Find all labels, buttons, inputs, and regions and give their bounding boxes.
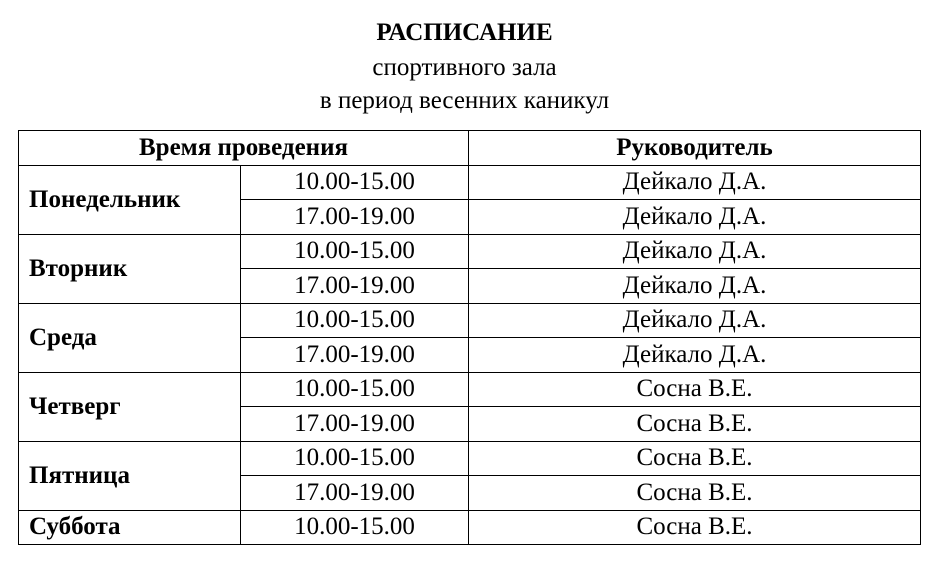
day-cell-tuesday: Вторник: [19, 234, 241, 303]
leader-cell: Дейкало Д.А.: [469, 234, 921, 269]
table-row: [19, 372, 921, 407]
header-time: Время проведения: [19, 131, 469, 166]
time-cell: 10.00-15.00: [241, 234, 469, 269]
leader-cell: Сосна В.Е.: [469, 476, 921, 511]
table-row: [19, 165, 921, 200]
leader-cell: Сосна В.Е.: [469, 372, 921, 407]
leader-cell: Сосна В.Е.: [469, 441, 921, 476]
day-cell-thursday: Четверг: [19, 372, 241, 441]
leader-cell: Сосна В.Е.: [469, 510, 921, 545]
leader-cell: Дейкало Д.А.: [469, 269, 921, 304]
time-cell: 10.00-15.00: [241, 441, 469, 476]
leader-cell: Дейкало Д.А.: [469, 338, 921, 373]
table-header-row: [19, 131, 921, 166]
time-cell: 10.00-15.00: [241, 303, 469, 338]
leader-cell: Дейкало Д.А.: [469, 200, 921, 235]
header-leader: Руководитель: [469, 131, 921, 166]
table-row: [19, 303, 921, 338]
leader-cell: Дейкало Д.А.: [469, 303, 921, 338]
time-cell: 17.00-19.00: [241, 476, 469, 511]
time-cell: 10.00-15.00: [241, 372, 469, 407]
day-cell-monday: Понедельник: [19, 165, 241, 234]
table-row: [19, 234, 921, 269]
time-cell: 17.00-19.00: [241, 269, 469, 304]
leader-cell: Сосна В.Е.: [469, 407, 921, 442]
day-cell-saturday: Суббота: [19, 510, 241, 545]
time-cell: 10.00-15.00: [241, 165, 469, 200]
leader-cell: Дейкало Д.А.: [469, 165, 921, 200]
table-row: [19, 510, 921, 545]
table-row: [19, 441, 921, 476]
time-cell: 17.00-19.00: [241, 338, 469, 373]
time-cell: 17.00-19.00: [241, 200, 469, 235]
schedule-body: [19, 165, 921, 545]
time-cell: 10.00-15.00: [241, 510, 469, 545]
page-title: РАСПИСАНИЕ: [376, 19, 553, 46]
page-subtitle-line-1: спортивного зала: [372, 54, 557, 81]
page-subtitle-line-2: в период весенних каникул: [319, 87, 610, 114]
day-cell-friday: Пятница: [19, 441, 241, 510]
schedule-table: [18, 130, 921, 545]
time-cell: 17.00-19.00: [241, 407, 469, 442]
day-cell-wednesday: Среда: [19, 303, 241, 372]
